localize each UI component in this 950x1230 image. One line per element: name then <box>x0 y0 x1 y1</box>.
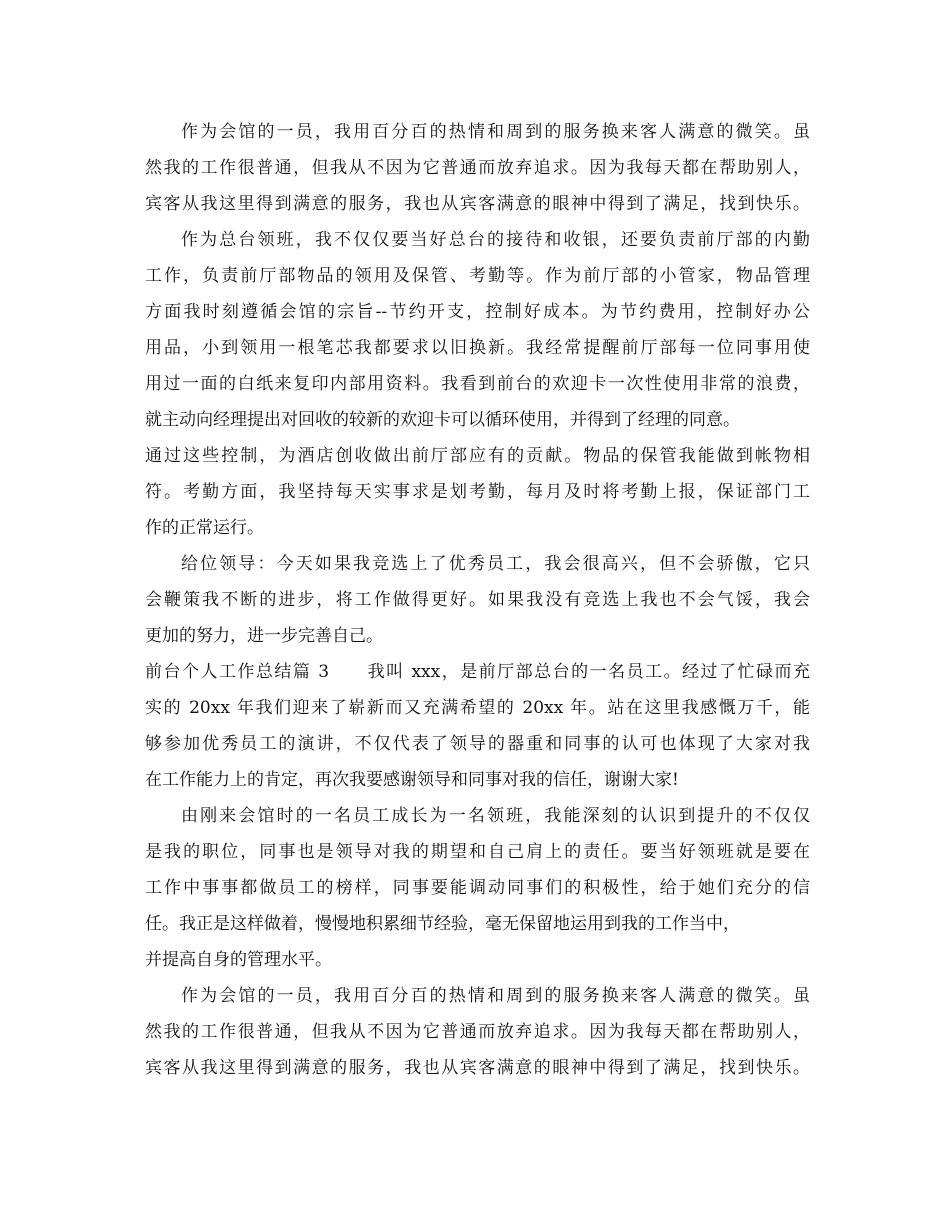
text-line: 用品，小到领用一根笔芯我都要求以旧换新。我经常提醒前厅部每一位同事用使 <box>145 338 810 358</box>
text-line: 然我的工作很普通，但我从不因为它普通而放弃追求。因为我每天都在帮助别人， <box>145 1022 810 1042</box>
text-line: 作的正常运行。 <box>145 518 264 538</box>
text-line: 工作中事事都做员工的榜样，同事要能调动同事们的积极性，给于她们充分的信 <box>145 878 810 898</box>
text-line: 够参加优秀员工的演讲，不仅代表了领导的器重和同事的认可也体现了大家对我 <box>145 734 810 754</box>
text-line: 给位领导：今天如果我竞选上了优秀员工，我会很高兴，但不会骄傲，它只 <box>181 554 810 574</box>
text-line: 作为总台领班，我不仅仅要当好总台的接待和收银，还要负责前厅部的内勤 <box>181 230 810 250</box>
text-line: 方面我时刻遵循会馆的宗旨--节约开支，控制好成本。为节约费用，控制好办公 <box>145 302 810 322</box>
text-line: 符。考勤方面，我坚持每天实事求是划考勤，每月及时将考勤上报，保证部门工 <box>145 482 810 502</box>
text-line: 实的 20xx 年我们迎来了崭新而又充满希望的 20xx 年。站在这里我感慨万千，能 <box>145 698 810 718</box>
text-line: 并提高自身的管理水平。 <box>145 950 332 970</box>
text-line: 任。我正是这样做着，慢慢地积累细节经验，毫无保留地运用到我的工作当中， <box>145 914 740 934</box>
text-line: 是我的职位，同事也是领导对我的期望和自己肩上的责任。要当好领班就是要在 <box>145 842 810 862</box>
text-line: 前台个人工作总结篇 3 我叫 xxx，是前厅部总台的一名员工。经过了忙碌而充 <box>145 662 810 682</box>
text-line: 工作，负责前厅部物品的领用及保管、考勤等。作为前厅部的小管家，物品管理 <box>145 266 810 286</box>
text-line: 用过一面的白纸来复印内部用资料。我看到前台的欢迎卡一次性使用非常的浪费， <box>145 374 810 394</box>
text-line: 然我的工作很普通，但我从不因为它普通而放弃追求。因为我每天都在帮助别人， <box>145 158 810 178</box>
text-line: 宾客从我这里得到满意的服务，我也从宾客满意的眼神中得到了满足，找到快乐。 <box>145 194 810 214</box>
text-line: 宾客从我这里得到满意的服务，我也从宾客满意的眼神中得到了满足，找到快乐。 <box>145 1058 810 1078</box>
text-line: 作为会馆的一员，我用百分百的热情和周到的服务换来客人满意的微笑。虽 <box>181 122 810 142</box>
text-line: 通过这些控制，为酒店创收做出前厅部应有的贡献。物品的保管我能做到帐物相 <box>145 446 810 466</box>
text-line: 在工作能力上的肯定，再次我要感谢领导和同事对我的信任，谢谢大家! <box>145 770 679 790</box>
text-line: 更加的努力，进一步完善自己。 <box>145 626 383 646</box>
text-line: 作为会馆的一员，我用百分百的热情和周到的服务换来客人满意的微笑。虽 <box>181 986 810 1006</box>
text-line: 由刚来会馆时的一名员工成长为一名领班，我能深刻的认识到提升的不仅仅 <box>181 806 810 826</box>
text-line: 就主动向经理提出对回收的较新的欢迎卡可以循环使用，并得到了经理的同意。 <box>145 410 740 430</box>
text-line: 会鞭策我不断的进步，将工作做得更好。如果我没有竞选上我也不会气馁，我会 <box>145 590 810 610</box>
document-body <box>145 114 810 1086</box>
